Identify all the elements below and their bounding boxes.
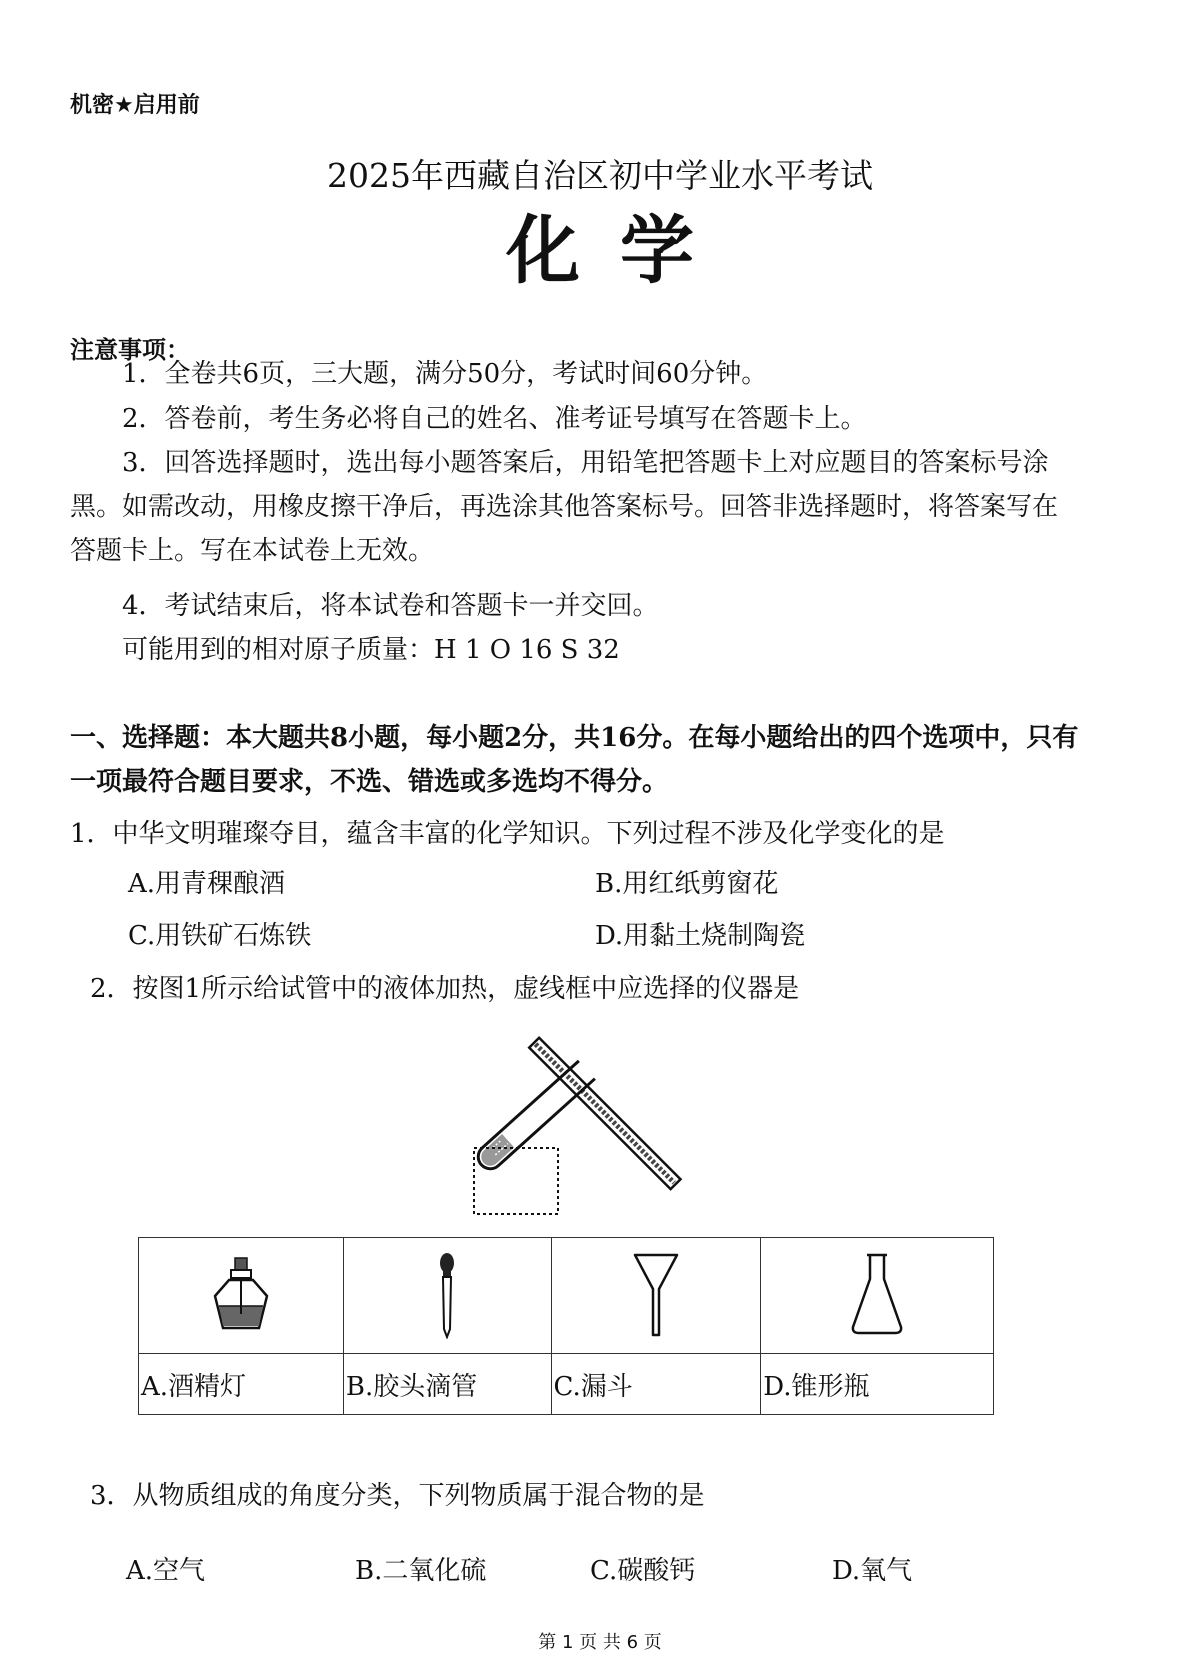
conical-flask-icon [847,1249,907,1339]
question-1-stem: 1．中华文明璀璨夺目，蕴含丰富的化学知识。下列过程不涉及化学变化的是 [70,819,945,849]
question-2-stem: 2．按图1所示给试管中的液体加热，虚线框中应选择的仪器是 [90,974,800,1004]
option-b-image-cell [343,1238,551,1354]
notice-heading: 注意事项： [70,336,190,364]
alcohol-lamp-icon [211,1254,271,1334]
notice-item-2: 2．答卷前，考生务必将自己的姓名、准考证号填写在答题卡上。 [122,404,867,434]
notice-item-3: 3．回答选择题时，选出每小题答案后，用铅笔把答题卡上对应题目的答案标号涂黑。如需改动，用橡皮擦干净后，再选涂其他答案标号。回答非选择题时，将答案写在答题卡上。写在本试卷上无效。 [70,448,1059,566]
apparatus-options-table [138,1237,994,1415]
test-tube-heating-diagram [460,1020,720,1220]
q3-option-c: C.碳酸钙 [590,1556,696,1586]
option-c-label: C.漏斗 [551,1354,761,1415]
exam-title: 2025年西藏自治区初中学业水平考试 [327,156,873,195]
q1-option-d: D.用黏土烧制陶瓷 [595,921,806,951]
atomic-mass-line: 可能用到的相对原子质量：H 1 O 16 S 32 [122,635,620,665]
dropper-icon [432,1249,462,1339]
notice-item-4: 4．考试结束后，将本试卷和答题卡一并交回。 [122,591,659,621]
q1-option-b: B.用红纸剪窗花 [595,869,779,899]
q3-option-a: A.空气 [126,1556,206,1586]
funnel-icon [631,1249,681,1339]
option-c-image-cell [551,1238,761,1354]
q1-option-c: C.用铁矿石炼铁 [128,921,312,951]
option-a-image-cell [139,1238,344,1354]
subject-title: 化学 [506,208,734,294]
figure-1 [460,1020,720,1220]
notice-item-1: 1．全卷共6页，三大题，满分50分，考试时间60分钟。 [122,359,768,389]
q1-option-a: A.用青稞酿酒 [128,869,286,899]
option-a-label: A.酒精灯 [139,1354,344,1415]
question-3-stem: 3．从物质组成的角度分类，下列物质属于混合物的是 [90,1481,705,1511]
q3-option-d: D.氧气 [832,1556,913,1586]
section-heading: 一、选择题：本大题共8小题，每小题2分，共16分。在每小题给出的四个选项中，只有一项最符合题目要求，不选、错选或多选均不得分。 [70,723,1079,797]
page-number: 第 1 页 共 6 页 [538,1632,662,1653]
confidential-label: 机密★启用前 [70,93,200,118]
option-b-label: B.胶头滴管 [343,1354,551,1415]
option-d-label: D.锥形瓶 [761,1354,994,1415]
q3-option-b: B.二氧化硫 [355,1556,487,1586]
option-d-image-cell [761,1238,994,1354]
